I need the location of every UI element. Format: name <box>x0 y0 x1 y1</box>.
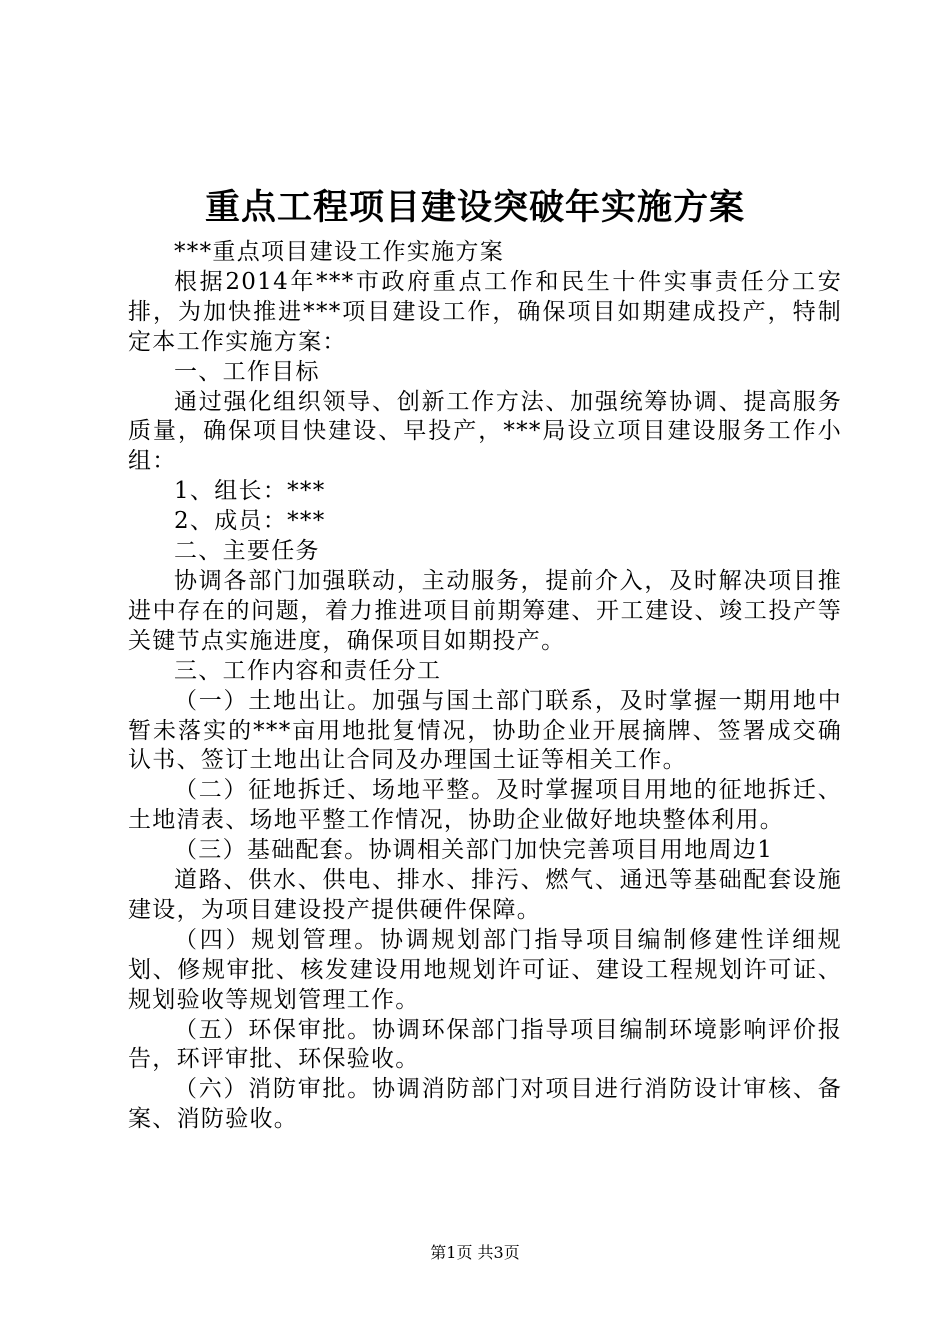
paragraph-goal: 通过强化组织领导、创新工作方法、加强统筹协调、提高服务质量，确保项目快建设、早投产，***局设立项目建设服务工作小组： <box>128 388 842 475</box>
document-title: 重点工程项目建设突破年实施方案 <box>204 188 745 228</box>
paragraph-heading: ***重点项目建设工作实施方案 <box>174 239 504 265</box>
paragraph-environment: （五）环保审批。协调环保部门指导项目编制环境影响评价报告，环评审批、环保验收。 <box>128 1016 842 1073</box>
paragraph-land: （一）土地出让。加强与国土部门联系，及时掌握一期用地中暂未落实的***亩用地批复情况，协助企业开展摘牌、签署成交确认书、签订土地出让合同及办理国土证等相关工作。 <box>128 687 842 774</box>
paragraph-fire: （六）消防审批。协调消防部门对项目进行消防设计审核、备案、消防验收。 <box>128 1076 842 1133</box>
list-item-members: 2、成员：*** <box>174 508 326 535</box>
list-item-leader: 1、组长：*** <box>174 478 326 505</box>
section-heading-tasks: 二、主要任务 <box>174 538 320 565</box>
paragraph-infrastructure: （三）基础配套。协调相关部门加快完善项目用地周边1 <box>174 837 774 864</box>
page-footer: 第1页 共3页 <box>430 1243 520 1262</box>
paragraph-planning: （四）规划管理。协调规划部门指导项目编制修建性详细规划、修规审批、核发建设用地规划许可证、建设工程规划许可证、规划验收等规划管理工作。 <box>128 926 842 1013</box>
section-heading-content: 三、工作内容和责任分工 <box>174 657 442 684</box>
paragraph-tasks: 协调各部门加强联动，主动服务，提前介入，及时解决项目推进中存在的问题，着力推进项目前期筹建、开工建设、竣工投产等关键节点实施进度，确保项目如期投产。 <box>128 567 842 654</box>
paragraph-intro: 根据2014年***市政府重点工作和民生十件实事责任分工安排，为加快推进***项目建设工作，确保项目如期建成投产，特制定本工作实施方案： <box>128 268 842 355</box>
document-body <box>128 238 842 1135</box>
paragraph-demolition: （二）征地拆迁、场地平整。及时掌握项目用地的征地拆迁、土地清表、场地平整工作情况，协助企业做好地块整体利用。 <box>128 777 842 834</box>
section-heading-goal: 一、工作目标 <box>174 358 320 385</box>
paragraph-infrastructure-cont: 道路、供水、供电、排水、排污、燃气、通迅等基础配套设施建设，为项目建设投产提供硬件保障。 <box>128 867 842 923</box>
